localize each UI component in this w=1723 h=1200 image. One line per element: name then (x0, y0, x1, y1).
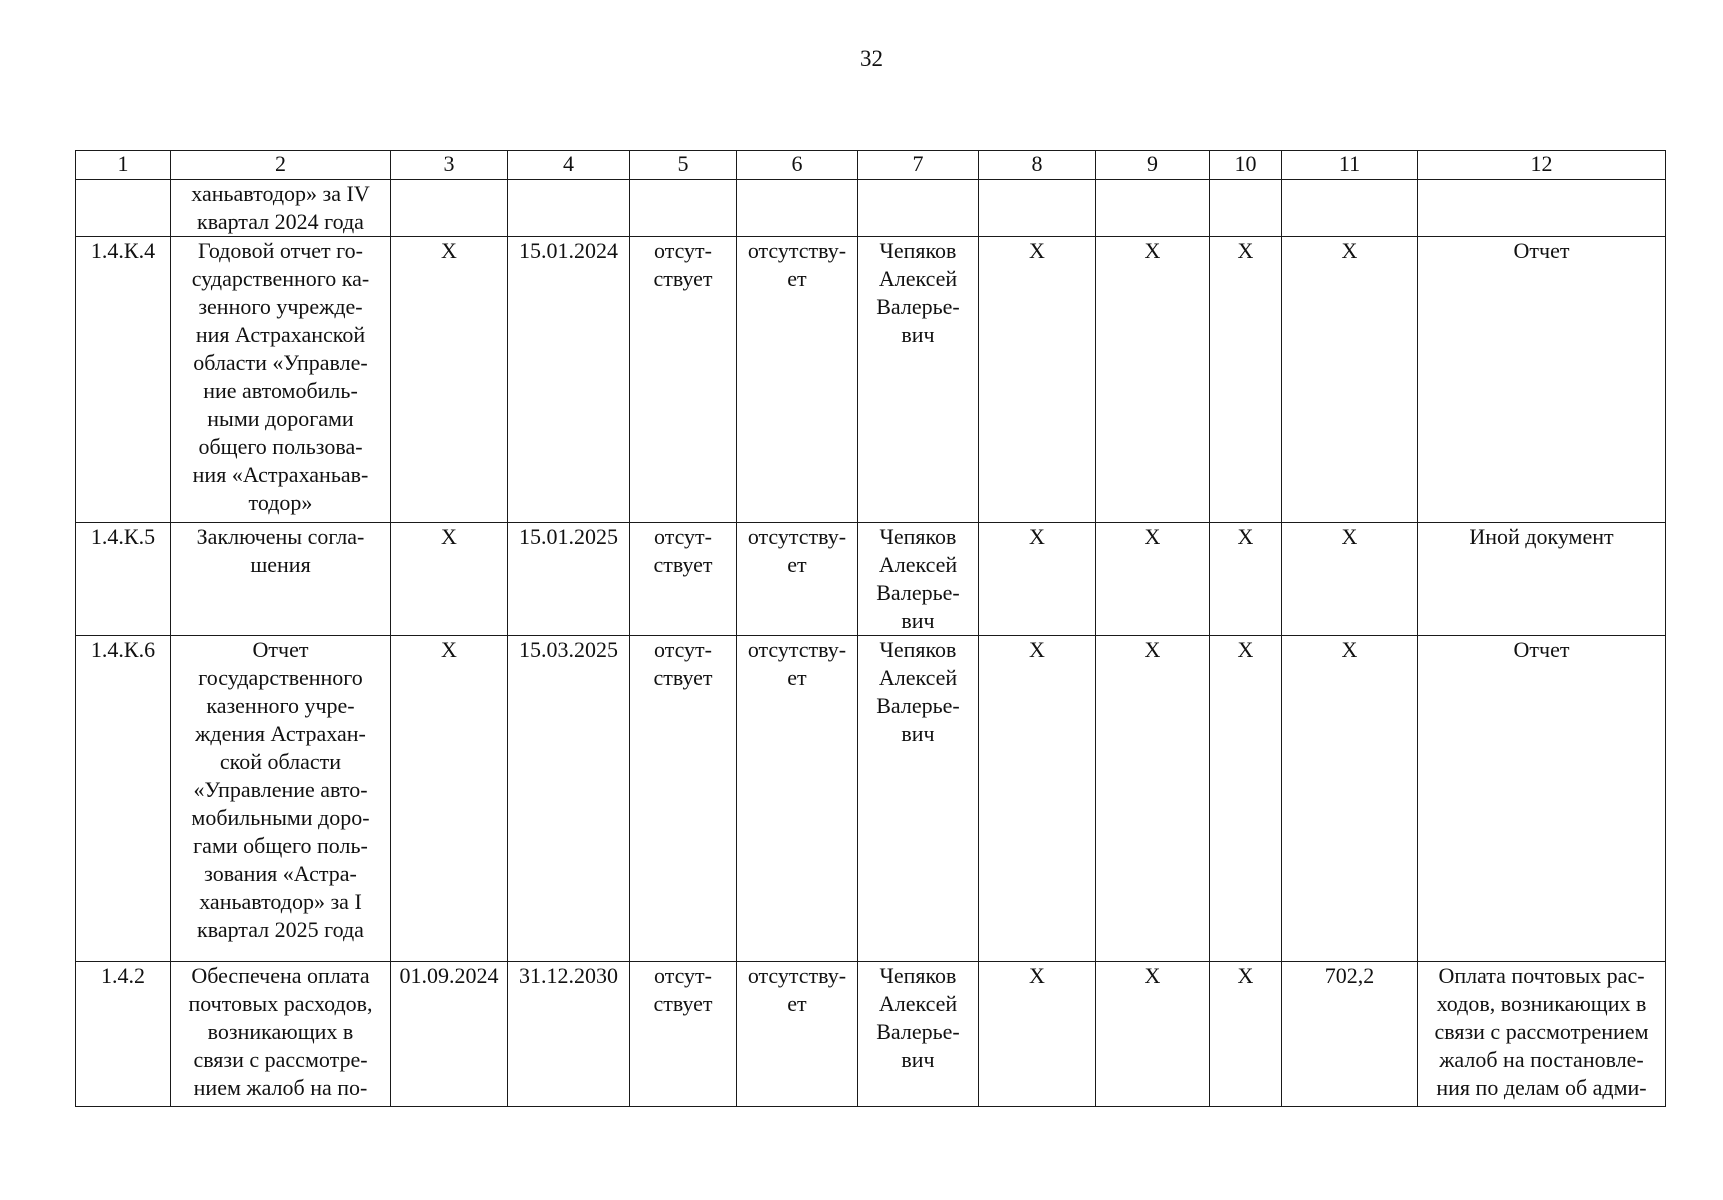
date-cell: 31.12.2030 (508, 962, 630, 1107)
table-row (76, 636, 1666, 962)
table-cell: отсутству- ет (737, 962, 858, 1107)
document-type-cell: Отчет (1418, 237, 1666, 523)
table-row (76, 523, 1666, 636)
table-row (76, 180, 1666, 237)
mark-cell: X (979, 962, 1096, 1107)
table-cell (508, 180, 630, 237)
row-code-cell: 1.4.К.6 (76, 636, 171, 962)
mark-cell: X (1210, 636, 1282, 962)
responsible-person-cell: Чепяков Алексей Валерье- вич (858, 636, 979, 962)
table-row (76, 237, 1666, 523)
table-cell: отсутству- ет (737, 237, 858, 523)
responsible-person-cell: Чепяков Алексей Валерье- вич (858, 962, 979, 1107)
column-header: 4 (508, 151, 630, 180)
table-cell: отсут- ствует (630, 237, 737, 523)
date-cell: 15.03.2025 (508, 636, 630, 962)
row-code-cell: 1.4.К.5 (76, 523, 171, 636)
date-cell: 01.09.2024 (391, 962, 508, 1107)
mark-cell: X (1210, 523, 1282, 636)
amount-cell: 702,2 (1282, 962, 1418, 1107)
table-header-row (76, 151, 1666, 180)
table-row (76, 962, 1666, 1107)
mark-cell: X (979, 523, 1096, 636)
mark-cell: X (979, 237, 1096, 523)
row-code-cell: 1.4.К.4 (76, 237, 171, 523)
column-header: 8 (979, 151, 1096, 180)
mark-cell: X (1282, 636, 1418, 962)
document-type-cell: Оплата почтовых рас- ходов, возникающих в связи с рассмотрением жалоб на постановле- ния по делам об адми- (1418, 962, 1666, 1107)
column-header: 7 (858, 151, 979, 180)
mark-cell: X (1096, 636, 1210, 962)
mark-cell: X (1096, 523, 1210, 636)
column-header: 2 (171, 151, 391, 180)
column-header: 5 (630, 151, 737, 180)
mark-cell: X (1210, 962, 1282, 1107)
mark-cell: X (1210, 237, 1282, 523)
column-header: 12 (1418, 151, 1666, 180)
mark-cell: X (1096, 962, 1210, 1107)
column-header: 11 (1282, 151, 1418, 180)
table-cell (630, 180, 737, 237)
responsible-person-cell: Чепяков Алексей Валерье- вич (858, 523, 979, 636)
table-cell: отсутству- ет (737, 523, 858, 636)
table-cell: отсут- ствует (630, 523, 737, 636)
table-cell: отсутству- ет (737, 636, 858, 962)
row-description-cell: Годовой отчет го- сударственного ка- зенного учрежде- ния Астраханской области «Управле- ние автомобиль- ными дорогами общего пользова- ния «Астраханьав- тодор» (171, 237, 391, 523)
row-description-cell: Обеспечена оплата почтовых расходов, возникающих в связи с рассмотре- нием жалоб на по- (171, 962, 391, 1107)
table-cell: отсут- ствует (630, 636, 737, 962)
column-header: 3 (391, 151, 508, 180)
column-header: 1 (76, 151, 171, 180)
mark-cell: X (1282, 523, 1418, 636)
table-cell (979, 180, 1096, 237)
date-cell: 15.01.2024 (508, 237, 630, 523)
row-code-cell: 1.4.2 (76, 962, 171, 1107)
table-cell (737, 180, 858, 237)
row-description-cell: Заключены согла- шения (171, 523, 391, 636)
mark-cell: X (391, 523, 508, 636)
plan-table (75, 150, 1666, 1107)
row-description-cell: ханьавтодор» за IV квартал 2024 года (171, 180, 391, 237)
mark-cell: X (391, 636, 508, 962)
document-type-cell: Иной документ (1418, 523, 1666, 636)
table-cell: отсут- ствует (630, 962, 737, 1107)
table-cell (1210, 180, 1282, 237)
page-number: 32 (860, 46, 883, 71)
mark-cell: X (391, 237, 508, 523)
responsible-person-cell: Чепяков Алексей Валерье- вич (858, 237, 979, 523)
table-cell (1096, 180, 1210, 237)
date-cell: 15.01.2025 (508, 523, 630, 636)
column-header: 6 (737, 151, 858, 180)
row-code-cell (76, 180, 171, 237)
row-description-cell: Отчет государственного казенного учре- ждения Астрахан- ской области «Управление авто- мобильными доро- гами общего поль- зования «Астра- ханьавтодор» за I квартал 2025 года (171, 636, 391, 962)
document-type-cell: Отчет (1418, 636, 1666, 962)
table-cell (391, 180, 508, 237)
table-cell (1282, 180, 1418, 237)
column-header: 9 (1096, 151, 1210, 180)
mark-cell: X (1096, 237, 1210, 523)
mark-cell: X (1282, 237, 1418, 523)
column-header: 10 (1210, 151, 1282, 180)
table-cell (1418, 180, 1666, 237)
table-cell (858, 180, 979, 237)
mark-cell: X (979, 636, 1096, 962)
